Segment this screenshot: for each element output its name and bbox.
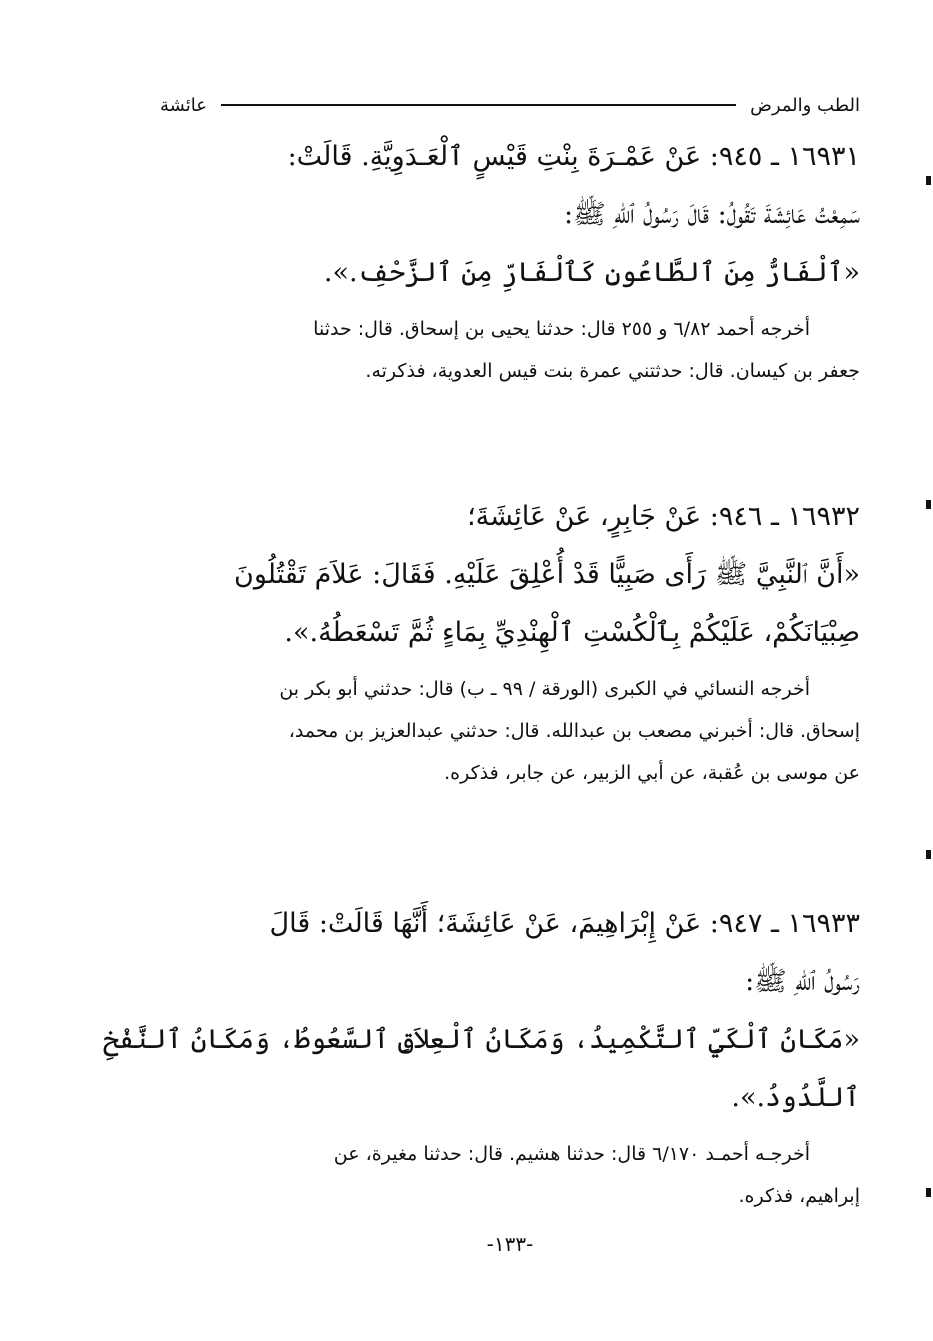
hadith-entry: [103, 895, 860, 1217]
page-number: -١٣٣-: [486, 1232, 534, 1256]
running-head: [160, 90, 860, 120]
takhrij-note: [160, 1133, 860, 1217]
scan-margin-mark: [926, 1188, 931, 1197]
hadith-text-line: ٱللَّدُودُ.».: [731, 1082, 860, 1113]
hadith-text-line: رَسُولُ ٱللهِ ﷺ:: [745, 966, 860, 997]
hadith-entry: [160, 488, 860, 794]
takhrij-line: أخرجـه أحمـد ٦/١٧٠ قال: حدثنا هشيم. قال: حدثنا مغيرة، عن: [333, 1143, 810, 1165]
takhrij-line: إبراهيم، فذكره.: [738, 1185, 860, 1207]
scan-margin-mark: [926, 176, 931, 185]
book-page: [103, 0, 860, 1341]
takhrij-line: أخرجه أحمد ٦/٨٢ و ٢٥٥ قال: حدثنا يحيى بن إسحاق. قال: حدثنا: [313, 318, 810, 340]
scan-margin-mark: [926, 500, 931, 509]
hadith-text-line: «أَنَّ ٱلنَّبِيَّ ﷺ رَأَى صَبِيًّا قَدْ أُعْلِقَ عَلَيْهِ. فَقَالَ: عَلاَمَ تَقْتُلُونَ: [234, 559, 860, 590]
hadith-text-line: سَمِعْتُ عَائِشَةَ تَقُولُ: قَالَ رَسُولُ ٱللهِ ﷺ:: [564, 199, 860, 230]
hadith-text-line: ١٦٩٣١ ـ ٩٤٥: عَنْ عَمْـرَةَ بِنْتِ قَيْسٍ ٱلْعَـدَوِيَّةِ. قَالَتْ:: [287, 141, 860, 172]
chapter-name: عائشة: [160, 94, 207, 116]
hadith-text-line: «مَكَانُ ٱلْكَيِّ ٱلتَّكْمِيدُ، وَمَكَانُ ٱلْعِلاَقِ ٱلسَّعُوطُ، وَمَكَانُ ٱلنَّفْخِ: [103, 1024, 860, 1055]
hadith-text-line: «ٱلْفَارُّ مِنَ ٱلطَّاعُونِ كَٱلْفَارِّ مِنَ ٱلزَّحْفِ.».: [323, 257, 860, 288]
scan-margin-mark: [926, 850, 931, 859]
takhrij-note: [160, 308, 860, 392]
takhrij-line: جعفر بن كيسان. قال: حدثتني عمرة بنت قيس العدوية، فذكرته.: [365, 360, 860, 382]
takhrij-note: [160, 668, 860, 794]
takhrij-line: إسحاق. قال: أخبرني مصعب بن عبدالله. قال: حدثني عبدالعزيز بن محمد،: [288, 720, 860, 742]
hadith-entry: [160, 128, 860, 392]
hadith-text-line: ١٦٩٣٢ ـ ٩٤٦: عَنْ جَابِرٍ، عَنْ عَائِشَةَ؛: [467, 501, 860, 532]
hadith-text-line: صِبْيَانَكُمْ، عَلَيْكُمْ بِٱلْكُسْتِ ٱلْهِنْدِيِّ بِمَاءٍ ثُمَّ تَسْعَطُهُ.».: [284, 617, 860, 648]
book-title: الطب والمرض: [750, 94, 860, 116]
takhrij-line: أخرجه النسائي في الكبرى (الورقة / ٩٩ ـ ب) قال: حدثني أبو بكر بن: [279, 678, 810, 700]
takhrij-line: عن موسى بن عُقبة، عن أبي الزبير، عن جابر، فذكره.: [444, 762, 860, 784]
hadith-text-line: ١٦٩٣٣ ـ ٩٤٧: عَنْ إِبْرَاهِيمَ، عَنْ عَائِشَةَ؛ أَنَّهَا قَالَتْ: قَالَ: [269, 908, 860, 939]
header-rule: [221, 104, 736, 106]
